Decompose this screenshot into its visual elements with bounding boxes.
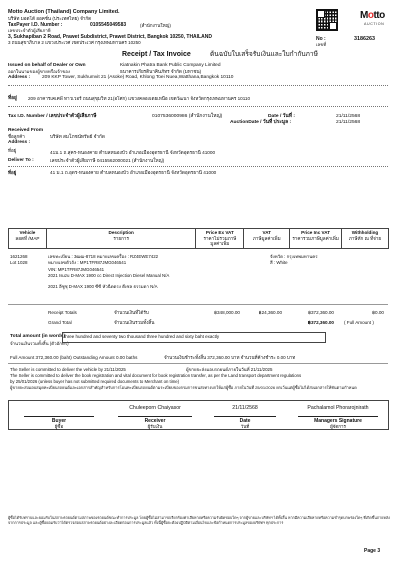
issued-on-behalf-label-th: ออกในนามของผู้ขายหรือเจ้าของ: [8, 69, 71, 74]
dealer-tax-label: Tax I.D. Number / เลขประจำตัวผู้เสียภาษี: [8, 114, 97, 119]
dealer-address-label: Address :: [8, 75, 31, 80]
date-label: Date: [239, 418, 251, 424]
col-description: Description รายการ: [46, 229, 196, 249]
item-desc-line1: เลขทะเบียน : 3ฒฒ-8718 หมายเลขเครื่อง : RZ4EWE7422: [48, 254, 159, 259]
customer-address-value: 41ม.1 ถ.สุคร-หนองคาย ตำบลหนองบัว อำเภอเมืองอุดรธานี จังหวัดอุดรธานี 41000: [50, 150, 216, 155]
dealer-address-en: 209 KKP Tower, Sukhumvit 21 (Asoke) Road, Khlong Toei Nuea,Watthana,Bangkok 10110: [42, 75, 234, 80]
amount-in-words-label: Total amount (in words): [10, 334, 66, 339]
col-price-ex-vat: Price Ex VAT ราคาไม่รวมภาษีมูลค่าเพิ่ม: [196, 229, 244, 249]
registration-deadline: by 25/01/2026 (unless buyer has not submitted required documents to Merchant on time): [10, 379, 180, 384]
manager-label-th: ผู้จัดการ: [330, 424, 346, 429]
item-province: จังหวัด : กรุงเทพมหานคร: [270, 254, 318, 259]
page-number: Page 3: [364, 548, 381, 554]
deliver-to-label: Deliver To :: [8, 158, 34, 163]
company-address-en: 3, Sukhapiban 2 Road, Prawet Subdistrict, Prawet District, Bangkok 10250, THAILAND: [8, 34, 212, 40]
customer-name: บริษัท สมโภชน์ทรัพย์ จำกัด: [50, 134, 105, 139]
col-withholding: Withholding ภาษีหัก ณ ที่จ่าย: [342, 229, 389, 249]
deliver-address-value: 41 ม.1 ถ.อุดร-หนองคาย ตำบลหนองบัว อำเภอเมืองอุดรธานี จังหวัดอุดรธานี 41000: [50, 170, 217, 175]
invoice-date-value: 21/11/2568: [336, 114, 361, 119]
dealer-address-th: 209 อาคารเคเคพี ทาวเวอร์ ถนนสุขุมวิท 21(อโศก) แขวงคลองเตยเหนือ เขตวัฒนา จังหวัดกรุงเทพมหานคร 10110: [28, 96, 251, 101]
item-lot-number: 1621268: [10, 254, 28, 259]
full-amount-line: Full Amount 372,360.00 (baht) Outstanding Amount 0.00 baths: [10, 355, 138, 360]
dealer-name-th: ธนาคารเกียรตินาคินภัทร จำกัด (มหาชน): [120, 69, 202, 74]
qr-code: [316, 9, 338, 31]
grand-total-value: ฿372,360.00: [307, 320, 334, 325]
date-label-th: วันที่: [240, 424, 250, 429]
buyer-signature-line: [24, 416, 94, 417]
motto-auction-logo: Motto AUCTION: [360, 10, 385, 26]
received-from-label-th: ชื่อลูกค้า: [8, 134, 25, 139]
items-table: [8, 228, 389, 249]
item-model-en: 2021 Isuzu D-MAX 1900 cc Direct Injection Diesel Manual N/A: [48, 273, 170, 278]
auction-date-label: AuctionDate / วันที่ ประมูล :: [230, 120, 292, 125]
col-price-inc-vat: Price Inc VAT ราคารวมภาษีมูลค่าเพิ่ม: [290, 229, 342, 249]
auction-date-value: 21/11/2568: [336, 120, 361, 125]
receipt-withholding: ฿0.00: [372, 310, 384, 315]
customer-tax-id: เลขประจำตัวผู้เสียภาษี 0415562000021 (สำนักงานใหญ่): [50, 158, 165, 163]
dealer-name-en: Kiatnakin Phatra Bank Public Company Limited: [120, 63, 221, 68]
registration-note: The Seller is committed to deliver the book registration and vital document for book registration transfer, as per the Land transport department regulations: [10, 373, 302, 378]
item-vin: VIN: MP1TFR87JMG046541: [48, 267, 105, 272]
issued-on-behalf-label: Issued on behalf of Dealer or Own: [8, 63, 86, 68]
delivery-note-en: The Seller is committed to deliver the vehicle by 21/11/2025: [10, 367, 126, 372]
company-tax-value: 0105545049583: [90, 22, 127, 28]
customer-address-label: Address :: [8, 140, 31, 145]
invoice-no-label: No :: [316, 36, 326, 42]
footer-disclaimer: ผู้ซื้อได้รับทราบและยอมรับในสภาพรถยนต์ตามสภาพของรถยนต์ขณะทำการประมูล โดยผู้ซื้อไม่สามารถเรียกร้องค่าเสียหายหรือความรับผิดชอบใดๆ จากผู้ขายและบริษัทฯ ได้ทั้งสิ้น หากมีความเสียหายหรือความชำรุดบกพร่องใดๆ ที่เกิดขึ้นภายหลังจากการประมูล และผู้ซื้อยอมรับว่าได้ตรวจสอบสภาพรถยนต์อย่างละเอียดก่อนการประมูลแล้ว ทั้งนี้ผู้ซื้อจะต้องปฏิบัติตามเงื่อนไขและข้อกำหนดการประมูลของบริษัทฯ ทุกประการ: [8, 516, 390, 526]
company-address-th: 3 ถนนสุขาภิบาล 2 แขวงประเวศ เขตประเวศ กรุงเทพมหานคร 10250: [8, 40, 141, 45]
receiver-signature-line: [118, 416, 192, 417]
manager-signature-name: Pachalamol Phorarojnirath: [307, 405, 369, 411]
invoice-no-value: 3186263: [354, 36, 375, 42]
company-tax-label: TaxPayer I.D. Number :: [8, 22, 63, 28]
amount-in-words-label-th: จำนวนเงินรวมทั้งสิ้น (ตัวอักษร): [10, 341, 69, 346]
receipt-price-ex-vat: ฿348,000.00: [214, 310, 240, 315]
buyer-label: Buyer: [51, 418, 67, 424]
manager-signature-line: [298, 416, 378, 417]
receiver-label: Receiver: [144, 418, 166, 424]
company-tax-branch: (สำนักงานใหญ่): [140, 22, 171, 28]
item-desc-line2: หมายเลขตัวถัง : MP1TFR87JMG046541: [48, 260, 127, 265]
item-model-th: 2021 อีซูซุ D-MAX 1900 ซีซี หัวฉีดตรง ดีเซล ธรรมดา N/A: [48, 284, 158, 289]
grand-total-note: ( Full Amount ): [344, 320, 374, 325]
registration-note-th: ผู้ขายจะส่งมอบสมุดทะเบียนรถยนต์และเอกสารสำคัญสำหรับการโอนทะเบียนรถยนต์ตามระเบียบของกรมการขนส่งทางบกให้แก่ผู้ซื้อ ภายในวันที่ 25/01/2026 ยกเว้นแต่ผู้ซื้อไม่ได้ส่งเอกสารให้ทันตามกำหนด: [10, 385, 357, 390]
date-signature-line: [214, 416, 276, 417]
receipt-totals-label-th: จำนวนเงินที่ได้รับ: [114, 310, 149, 315]
receipt-totals-label: Receipt Totals: [48, 310, 77, 315]
receiver-label-th: ผู้รับเงิน: [147, 424, 163, 429]
dealer-address-label-th: ที่อยู่: [8, 96, 17, 101]
deliver-address-label-th: ที่อยู่: [8, 170, 17, 175]
item-color: สี : White: [270, 260, 288, 265]
received-from-label: Received From: [8, 128, 44, 133]
invoice-date-label: Date / วันที่ :: [268, 114, 295, 119]
full-amount-line-th: จำนวนเงินชำระทั้งสิ้น 372,360.00 บาท จำนวนที่ค้างชำระ 0.00 บาท: [164, 355, 296, 360]
company-name-th: บริษัท มอตโต้ ออคชั่น (ประเทศไทย) จำกัด: [8, 16, 92, 21]
signature-date-value: 21/11/2568: [232, 405, 258, 411]
company-name-en: Motto Auction (Thailand) Company Limited.: [8, 9, 120, 15]
receipt-price-inc-vat: ฿372,360.00: [308, 310, 334, 315]
grand-total-label-th: จำนวนเงินรวมทั้งสิ้น: [114, 320, 155, 325]
dealer-tax-value: 0107536000986 (สำนักงานใหญ่): [152, 114, 223, 119]
manager-label: Managers Signature: [314, 418, 362, 424]
receiver-signature-name: Chuleeporn Chaiyasor: [129, 405, 181, 411]
invoice-no-label-th: เลขที่: [316, 42, 327, 47]
buyer-label-th: ผู้ซื้อ: [54, 424, 64, 429]
document-title-th: ต้นฉบับใบเสร็จรับเงินและใบกำกับภาษี: [210, 51, 318, 58]
company-tax-label-th: เลขประจำตัวผู้เสียภาษี: [8, 28, 51, 33]
item-lot-label: Lot 1028: [10, 260, 28, 265]
col-vat: VAT ภาษีมูลค่าเพิ่ม: [244, 229, 290, 249]
table-header-row: [9, 229, 389, 249]
grand-total-label: Grand Total: [48, 320, 72, 325]
col-vehicle: Vehicle ลอตที่ /MAP: [9, 229, 47, 249]
document-title-en: Receipt / Tax Invoice: [122, 51, 191, 58]
delivery-note-th: ผู้ขายจะส่งมอบรถยนต์ภายในวันที่ 21/11/2025: [186, 367, 273, 372]
receipt-vat: ฿24,360.00: [258, 310, 282, 315]
customer-address-label-th: ที่อยู่: [8, 148, 17, 153]
amount-in-words-value: three hundred and seventy two thousand three hundred and sixty baht exactly: [64, 334, 220, 339]
